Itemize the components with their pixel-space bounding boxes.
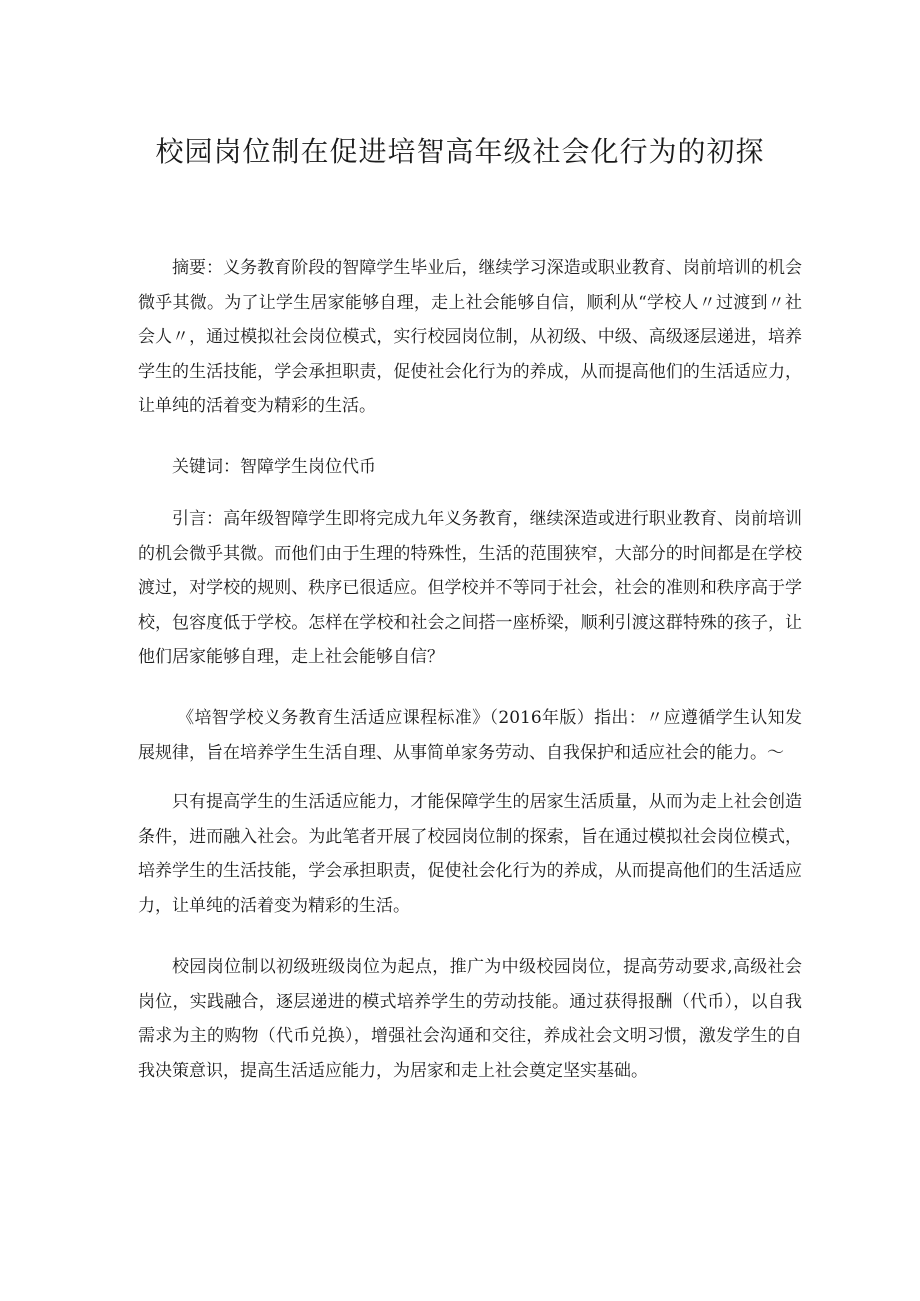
curriculum-quote-paragraph: 《培智学校义务教育生活适应课程标准》（2016年版）指出：〃应遵循学生认知发展规律，旨在培养学生生活自理、从事简单家务劳动、自我保护和适应社会的能力。〜 [138, 708, 802, 763]
introduction-paragraph: 引言：高年级智障学生即将完成九年义务教育，继续深造或进行职业教育、岗前培训的机会微乎其微。而他们由于生理的特殊性，生活的范围狭窄，大部分的时间都是在学校渡过，对学校的规则、秩序已很适应。但学校并不等同于社会，社会的准则和秩序高于学校，包容度低于学校。怎样在学校和社会之间搭一座桥梁，顺利引渡这群特殊的孩子，让他们居家能够自理，走上社会能够自信？ [138, 509, 802, 667]
document-title: 校园岗位制在促进培智高年级社会化行为的初探 [155, 135, 765, 168]
body-paragraph-2: 校园岗位制以初级班级岗位为起点，推广为中级校园岗位，提高劳动要求,高级社会岗位，实践融合，逐层递进的模式培养学生的劳动技能。通过获得报酬（代币），以自我需求为主的购物（代币兑换），增强社会沟通和交往，养成社会文明习惯，激发学生的自我决策意识，提高生活适应能力，为居家和走上社会奠定坚实基础。 [138, 957, 802, 1081]
keywords-paragraph: 关键词：智障学生岗位代币 [172, 457, 376, 477]
body-paragraph-1: 只有提高学生的生活适应能力，才能保障学生的居家生活质量，从而为走上社会创造条件，进而融入社会。为此笔者开展了校园岗位制的探索，旨在通过模拟社会岗位模式，培养学生的生活技能，学会承担职责，促使社会化行为的养成，从而提高他们的生活适应力，让单纯的活着变为精彩的生活。 [138, 792, 802, 916]
abstract-paragraph: 摘要：义务教育阶段的智障学生毕业后，继续学习深造或职业教育、岗前培训的机会微乎其微。为了让学生居家能够自理，走上社会能够自信，顺利从“学校人〃过渡到〃社会人〃，通过模拟社会岗位模式，实行校园岗位制，从初级、中级、高级逐层递进，培养学生的生活技能，学会承担职责，促使社会化行为的养成，从而提高他们的生活适应力，让单纯的活着变为精彩的生活。 [138, 258, 802, 416]
